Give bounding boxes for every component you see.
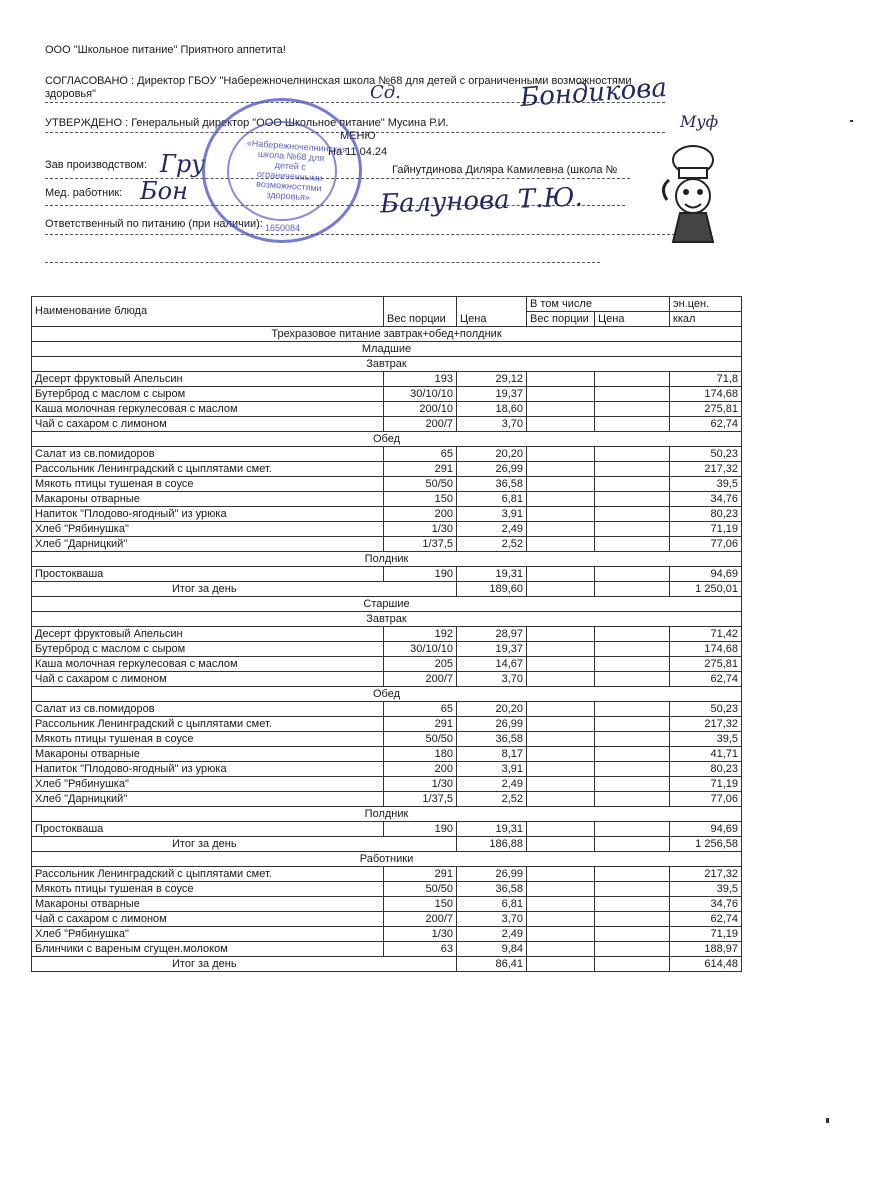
dish-weight: 1/37,5 — [384, 537, 457, 552]
dish-sub-weight — [527, 657, 595, 672]
dish-sub-price — [595, 477, 670, 492]
production-label: Зав производством: — [45, 159, 148, 171]
dish-price: 6,81 — [457, 492, 527, 507]
total-row — [32, 837, 742, 852]
dish-weight: 190 — [384, 822, 457, 837]
table-row — [32, 522, 742, 537]
dish-name: Макароны отварные — [32, 897, 384, 912]
dish-kcal: 80,23 — [670, 762, 742, 777]
dish-sub-price — [595, 657, 670, 672]
meal-lunch-label: Обед — [32, 432, 742, 447]
dish-sub-price — [595, 702, 670, 717]
total-sub-weight — [527, 837, 595, 852]
dish-price: 18,60 — [457, 402, 527, 417]
dish-kcal: 275,81 — [670, 657, 742, 672]
total-label: Итог за день — [32, 837, 457, 852]
dish-name: Рассольник Ленинградский с цыплятами смет. — [32, 462, 384, 477]
total-price: 189,60 — [457, 582, 527, 597]
dish-weight: 200 — [384, 507, 457, 522]
dish-price: 28,97 — [457, 627, 527, 642]
dish-sub-weight — [527, 537, 595, 552]
dish-name: Блинчики с вареным сгущен.молоком — [32, 942, 384, 957]
dish-weight: 50/50 — [384, 732, 457, 747]
meal-snack-label-row — [32, 807, 742, 822]
table-row — [32, 747, 742, 762]
dish-sub-weight — [527, 387, 595, 402]
medic-short-signature: Бон — [140, 177, 188, 205]
dish-sub-weight — [527, 882, 595, 897]
total-sub-weight — [527, 957, 595, 972]
dish-kcal: 71,8 — [670, 372, 742, 387]
table-row — [32, 567, 742, 582]
total-sub-price — [595, 957, 670, 972]
dish-weight: 50/50 — [384, 477, 457, 492]
meal-breakfast-label-row — [32, 612, 742, 627]
dish-price: 9,84 — [457, 942, 527, 957]
dish-kcal: 217,32 — [670, 867, 742, 882]
dish-kcal: 188,97 — [670, 942, 742, 957]
dish-sub-price — [595, 462, 670, 477]
dish-weight: 180 — [384, 747, 457, 762]
scan-mark — [826, 1118, 829, 1123]
dish-name: Простокваша — [32, 822, 384, 837]
dish-sub-weight — [527, 522, 595, 537]
responsible-label: Ответственный по питанию (при наличии): — [45, 218, 263, 230]
dish-weight: 1/30 — [384, 927, 457, 942]
dish-kcal: 39,5 — [670, 882, 742, 897]
meal-breakfast-label: Завтрак — [32, 357, 742, 372]
table-row — [32, 372, 742, 387]
dish-kcal: 94,69 — [670, 822, 742, 837]
col-price-header: Цена — [457, 297, 527, 327]
dish-price: 2,49 — [457, 522, 527, 537]
dish-weight: 150 — [384, 897, 457, 912]
dish-price: 29,12 — [457, 372, 527, 387]
total-kcal: 1 256,58 — [670, 837, 742, 852]
dish-sub-weight — [527, 942, 595, 957]
dish-weight: 1/30 — [384, 522, 457, 537]
meal-lunch-label: Обед — [32, 687, 742, 702]
dish-kcal: 77,06 — [670, 792, 742, 807]
table-row — [32, 882, 742, 897]
dish-weight: 1/30 — [384, 777, 457, 792]
dish-kcal: 41,71 — [670, 747, 742, 762]
dish-sub-price — [595, 912, 670, 927]
dish-name: Салат из св.помидоров — [32, 447, 384, 462]
dish-sub-price — [595, 882, 670, 897]
dish-name: Рассольник Ленинградский с цыплятами смет. — [32, 867, 384, 882]
company-line: ООО "Школьное питание" Приятного аппетита! — [45, 44, 286, 56]
dish-price: 8,17 — [457, 747, 527, 762]
dish-sub-weight — [527, 567, 595, 582]
dish-sub-weight — [527, 477, 595, 492]
total-sub-price — [595, 582, 670, 597]
dish-sub-weight — [527, 447, 595, 462]
dish-kcal: 217,32 — [670, 717, 742, 732]
menu-table — [31, 296, 742, 972]
table-row — [32, 867, 742, 882]
table-row — [32, 627, 742, 642]
dish-sub-weight — [527, 702, 595, 717]
dish-sub-price — [595, 627, 670, 642]
dish-weight: 200/7 — [384, 912, 457, 927]
col-sub-weight-header: Вес порции — [527, 312, 595, 327]
dish-name: Каша молочная геркулесовая с маслом — [32, 402, 384, 417]
dish-name: Напиток "Плодово-ягодный" из урюка — [32, 762, 384, 777]
dish-name: Мякоть птицы тушеная в соусе — [32, 477, 384, 492]
dish-weight: 63 — [384, 942, 457, 957]
dish-sub-weight — [527, 747, 595, 762]
group-title-row — [32, 597, 742, 612]
total-label: Итог за день — [32, 957, 457, 972]
dish-sub-weight — [527, 492, 595, 507]
production-person: Гайнутдинова Диляра Камилевна (школа № — [392, 164, 618, 176]
dish-name: Каша молочная геркулесовая с маслом — [32, 657, 384, 672]
dish-sub-weight — [527, 792, 595, 807]
dish-price: 3,70 — [457, 672, 527, 687]
dish-price: 36,58 — [457, 732, 527, 747]
medic-signature: Балунова Т.Ю. — [379, 182, 584, 220]
meal-breakfast-label-row — [32, 357, 742, 372]
dish-price: 3,70 — [457, 912, 527, 927]
dish-price: 14,67 — [457, 657, 527, 672]
table-row — [32, 402, 742, 417]
dish-kcal: 94,69 — [670, 567, 742, 582]
dish-sub-price — [595, 402, 670, 417]
responsible-dotted-line — [45, 234, 675, 235]
col-including-header: В том числе — [527, 297, 670, 312]
dish-sub-price — [595, 792, 670, 807]
dish-sub-price — [595, 372, 670, 387]
dish-sub-price — [595, 567, 670, 582]
dish-price: 36,58 — [457, 477, 527, 492]
blank-dotted-line — [45, 262, 600, 263]
dish-name: Хлеб "Рябинушка" — [32, 777, 384, 792]
dish-weight: 65 — [384, 447, 457, 462]
dish-sub-weight — [527, 912, 595, 927]
dish-price: 19,31 — [457, 822, 527, 837]
table-row — [32, 387, 742, 402]
table-row — [32, 462, 742, 477]
meal-lunch-label-row — [32, 432, 742, 447]
total-sub-price — [595, 837, 670, 852]
dish-sub-price — [595, 747, 670, 762]
dish-sub-weight — [527, 897, 595, 912]
stamp-text: «Набережночелнинская школа №68 для детей с ограниченными возможностями здоровья» — [246, 137, 348, 203]
official-stamp — [202, 98, 362, 243]
dish-weight: 190 — [384, 567, 457, 582]
table-row — [32, 417, 742, 432]
table-row — [32, 942, 742, 957]
col-energy-unit-header: ккал — [670, 312, 742, 327]
dish-name: Мякоть птицы тушеная в соусе — [32, 732, 384, 747]
table-row — [32, 642, 742, 657]
dish-name: Мякоть птицы тушеная в соусе — [32, 882, 384, 897]
dish-weight: 200/10 — [384, 402, 457, 417]
dish-price: 26,99 — [457, 717, 527, 732]
meal-snack-label-row — [32, 552, 742, 567]
dish-sub-price — [595, 822, 670, 837]
dish-weight: 30/10/10 — [384, 387, 457, 402]
dish-kcal: 71,19 — [670, 927, 742, 942]
table-row — [32, 477, 742, 492]
dish-kcal: 50,23 — [670, 702, 742, 717]
dish-kcal: 217,32 — [670, 462, 742, 477]
total-label: Итог за день — [32, 582, 457, 597]
dish-sub-weight — [527, 777, 595, 792]
group-title: Старшие — [32, 597, 742, 612]
dish-sub-weight — [527, 867, 595, 882]
dish-sub-price — [595, 387, 670, 402]
dish-kcal: 39,5 — [670, 732, 742, 747]
group-title: Работники — [32, 852, 742, 867]
menu-date: На 11.04.24 — [328, 146, 388, 158]
dish-sub-weight — [527, 507, 595, 522]
dish-weight: 291 — [384, 462, 457, 477]
dish-weight: 30/10/10 — [384, 642, 457, 657]
dish-kcal: 77,06 — [670, 537, 742, 552]
group-title-row — [32, 342, 742, 357]
dish-weight: 193 — [384, 372, 457, 387]
dish-sub-weight — [527, 642, 595, 657]
dish-kcal: 62,74 — [670, 672, 742, 687]
dish-weight: 50/50 — [384, 882, 457, 897]
dish-sub-price — [595, 897, 670, 912]
dish-weight: 205 — [384, 657, 457, 672]
dish-name: Рассольник Ленинградский с цыплятами смет. — [32, 717, 384, 732]
table-row — [32, 822, 742, 837]
dish-sub-price — [595, 492, 670, 507]
dish-weight: 200/7 — [384, 672, 457, 687]
dish-name: Чай с сахаром с лимоном — [32, 417, 384, 432]
dish-name: Напиток "Плодово-ягодный" из урюка — [32, 507, 384, 522]
total-row — [32, 957, 742, 972]
dish-weight: 150 — [384, 492, 457, 507]
group-title-row — [32, 852, 742, 867]
dish-sub-price — [595, 522, 670, 537]
dish-price: 19,31 — [457, 567, 527, 582]
table-row — [32, 927, 742, 942]
dish-sub-price — [595, 672, 670, 687]
agreed-line-cont: здоровья" — [45, 88, 97, 100]
dish-price: 2,49 — [457, 927, 527, 942]
total-kcal: 614,48 — [670, 957, 742, 972]
dish-sub-weight — [527, 372, 595, 387]
dish-kcal: 50,23 — [670, 447, 742, 462]
dish-kcal: 34,76 — [670, 897, 742, 912]
dish-price: 3,91 — [457, 762, 527, 777]
director-initials-signature: Сд. — [370, 82, 401, 103]
dish-kcal: 71,42 — [670, 627, 742, 642]
dish-kcal: 71,19 — [670, 777, 742, 792]
approved-line: УТВЕРЖДЕНО : Генеральный директор "ООО Школьное питание" Мусина Р.И. — [45, 117, 449, 129]
dish-sub-weight — [527, 762, 595, 777]
dish-price: 20,20 — [457, 447, 527, 462]
dish-name: Салат из св.помидоров — [32, 702, 384, 717]
dish-sub-price — [595, 417, 670, 432]
col-energy-header: эн.цен. — [670, 297, 742, 312]
table-row — [32, 792, 742, 807]
total-kcal: 1 250,01 — [670, 582, 742, 597]
dish-price: 3,91 — [457, 507, 527, 522]
dish-kcal: 174,68 — [670, 387, 742, 402]
table-row — [32, 672, 742, 687]
dish-kcal: 174,68 — [670, 642, 742, 657]
dish-price: 19,37 — [457, 642, 527, 657]
dish-price: 2,52 — [457, 537, 527, 552]
plan-title: Трехразовое питание завтрак+обед+полдник — [32, 327, 742, 342]
dish-weight: 65 — [384, 702, 457, 717]
dish-name: Простокваша — [32, 567, 384, 582]
table-row — [32, 762, 742, 777]
dish-name: Бутерброд с маслом с сыром — [32, 642, 384, 657]
table-row — [32, 777, 742, 792]
dish-price: 36,58 — [457, 882, 527, 897]
dish-sub-price — [595, 717, 670, 732]
dish-sub-price — [595, 447, 670, 462]
dish-sub-price — [595, 732, 670, 747]
dish-name: Макароны отварные — [32, 492, 384, 507]
table-row — [32, 492, 742, 507]
meal-snack-label: Полдник — [32, 807, 742, 822]
table-header-row — [32, 297, 742, 312]
dish-name: Десерт фруктовый Апельсин — [32, 627, 384, 642]
dish-kcal: 39,5 — [670, 477, 742, 492]
dish-weight: 1/37,5 — [384, 792, 457, 807]
dish-sub-weight — [527, 672, 595, 687]
dish-sub-weight — [527, 462, 595, 477]
approved-signature: Муф — [680, 112, 719, 131]
dish-price: 26,99 — [457, 867, 527, 882]
dish-price: 26,99 — [457, 462, 527, 477]
meal-lunch-label-row — [32, 687, 742, 702]
dish-name: Хлеб "Рябинушка" — [32, 522, 384, 537]
dish-weight: 291 — [384, 717, 457, 732]
table-row — [32, 717, 742, 732]
dish-name: Хлеб "Дарницкий" — [32, 537, 384, 552]
dish-weight: 200 — [384, 762, 457, 777]
dish-sub-weight — [527, 927, 595, 942]
total-price: 86,41 — [457, 957, 527, 972]
dish-weight: 200/7 — [384, 417, 457, 432]
table-row — [32, 447, 742, 462]
dish-kcal: 34,76 — [670, 492, 742, 507]
table-row — [32, 537, 742, 552]
dish-name: Хлеб "Рябинушка" — [32, 927, 384, 942]
dish-sub-weight — [527, 717, 595, 732]
table-row — [32, 732, 742, 747]
dish-name: Чай с сахаром с лимоном — [32, 672, 384, 687]
dish-sub-price — [595, 642, 670, 657]
dish-sub-price — [595, 777, 670, 792]
dish-price: 19,37 — [457, 387, 527, 402]
dish-name: Бутерброд с маслом с сыром — [32, 387, 384, 402]
dish-price: 6,81 — [457, 897, 527, 912]
dish-sub-price — [595, 762, 670, 777]
production-signature: Гру — [160, 150, 206, 178]
agreed-line: СОГЛАСОВАНО : Директор ГБОУ "Набережночелнинская школа №68 для детей с ограниченными возможностями — [45, 75, 632, 87]
director-signature: Бондикова — [519, 72, 668, 114]
group-title: Младшие — [32, 342, 742, 357]
dish-sub-price — [595, 942, 670, 957]
table-row — [32, 912, 742, 927]
dish-sub-price — [595, 507, 670, 522]
dish-kcal: 80,23 — [670, 507, 742, 522]
dish-sub-price — [595, 537, 670, 552]
dish-name: Десерт фруктовый Апельсин — [32, 372, 384, 387]
dish-name: Макароны отварные — [32, 747, 384, 762]
dish-price: 3,70 — [457, 417, 527, 432]
table-row — [32, 657, 742, 672]
dish-sub-weight — [527, 402, 595, 417]
dish-sub-weight — [527, 822, 595, 837]
meal-breakfast-label: Завтрак — [32, 612, 742, 627]
table-row — [32, 897, 742, 912]
dish-sub-weight — [527, 732, 595, 747]
col-sub-price-header: Цена — [595, 312, 670, 327]
menu-title: МЕНЮ — [340, 130, 376, 142]
dish-price: 2,49 — [457, 777, 527, 792]
dish-price: 2,52 — [457, 792, 527, 807]
col-weight-header: Вес порции — [384, 297, 457, 327]
dish-kcal: 71,19 — [670, 522, 742, 537]
meal-snack-label: Полдник — [32, 552, 742, 567]
dish-sub-price — [595, 927, 670, 942]
dish-sub-weight — [527, 627, 595, 642]
dish-name: Хлеб "Дарницкий" — [32, 792, 384, 807]
dish-sub-weight — [527, 417, 595, 432]
dish-name: Чай с сахаром с лимоном — [32, 912, 384, 927]
stamp-number: 1650084 — [265, 223, 301, 233]
dish-kcal: 62,74 — [670, 912, 742, 927]
plan-title-row — [32, 327, 742, 342]
total-price: 186,88 — [457, 837, 527, 852]
dish-price: 20,20 — [457, 702, 527, 717]
medic-label: Мед. работник: — [45, 187, 123, 199]
total-sub-weight — [527, 582, 595, 597]
dish-weight: 291 — [384, 867, 457, 882]
table-row — [32, 702, 742, 717]
col-name-header: Наименование блюда — [32, 297, 384, 327]
dish-sub-price — [595, 867, 670, 882]
scan-mark — [850, 120, 853, 122]
dish-weight: 192 — [384, 627, 457, 642]
dish-kcal: 62,74 — [670, 417, 742, 432]
dish-kcal: 275,81 — [670, 402, 742, 417]
chef-logo-icon — [655, 140, 730, 250]
total-row — [32, 582, 742, 597]
table-row — [32, 507, 742, 522]
